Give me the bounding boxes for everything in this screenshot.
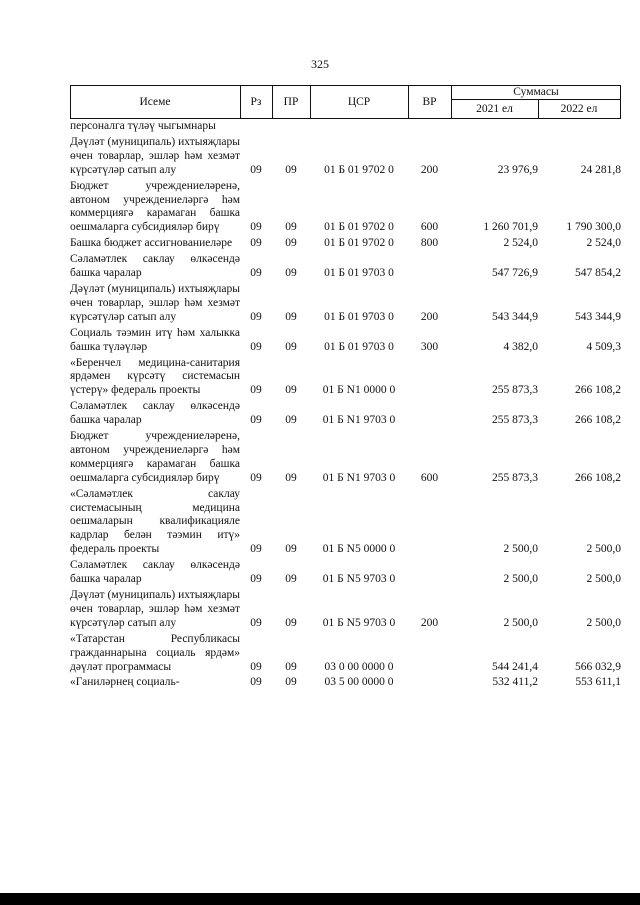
table-row: [70, 235, 621, 251]
row-name: Бюджет учреждениеләренә, автоном учреждениеләргә һәм коммерциягә карамаган башка оешмаларга субсидияләр бирү: [70, 179, 240, 234]
row-amount-2021: 23 976,9: [497, 163, 538, 176]
row-amount-2021: 255 873,3: [492, 384, 538, 397]
row-csr: 01 Б N5 9703 0: [322, 616, 396, 629]
row-vr: 200: [420, 310, 439, 323]
row-csr: 01 Б 01 9702 0: [324, 221, 394, 234]
row-csr: 01 Б N1 0000 0: [322, 384, 396, 397]
table-row: [70, 120, 621, 134]
header-csr: ЦСР: [347, 96, 371, 108]
row-name: Сәламәтлек саклау өлкәсендә башка чаралар: [70, 559, 240, 586]
row-amount-2021: 255 873,3: [492, 471, 538, 484]
row-vr: [408, 557, 451, 587]
row-vr: [408, 398, 451, 428]
row-amount-2021: 1 260 701,9: [483, 221, 538, 234]
header-year-2021: 2021 ел: [476, 103, 513, 115]
row-rz: 09: [250, 310, 262, 323]
row-rz: 09: [250, 163, 262, 176]
row-csr: 01 Б N5 9703 0: [322, 573, 396, 586]
row-amount-2021: 2 500,0: [503, 573, 538, 586]
table-row: [70, 355, 621, 399]
row-name: «Ганиләрнең социаль-: [70, 676, 180, 689]
row-amount-2022: 547 854,2: [575, 267, 621, 280]
row-amount-2022: 266 108,2: [575, 384, 621, 397]
row-pr: 09: [285, 676, 297, 689]
row-pr: 09: [285, 543, 297, 556]
row-rz: 09: [250, 573, 262, 586]
row-name: Дәүләт (муниципаль) ихтыяҗлары өчен товарлар, эшләр һәм хезмәт күрсәтүләр сатып алу: [70, 135, 240, 176]
table-row: [70, 281, 621, 325]
row-name: Башка бюджет ассигнованиеләре: [70, 237, 233, 250]
row-name: персоналга түләү чыгымнары: [70, 120, 216, 132]
scan-bottom-edge: [0, 893, 640, 905]
row-amount-2022: 266 108,2: [575, 414, 621, 427]
row-pr: 09: [285, 163, 297, 176]
row-vr: 200: [420, 163, 439, 176]
row-pr: [272, 120, 310, 134]
row-csr: 01 Б N5 0000 0: [322, 543, 396, 556]
budget-table: [70, 120, 621, 690]
row-rz: 09: [250, 384, 262, 397]
page-number: 325: [311, 57, 329, 71]
header-pr: ПР: [283, 96, 299, 108]
row-vr: [408, 120, 451, 134]
row-rz: 09: [250, 267, 262, 280]
header-vr: ВР: [422, 96, 437, 108]
row-pr: 09: [285, 471, 297, 484]
row-vr: 600: [420, 471, 439, 484]
row-csr: [310, 120, 408, 134]
row-rz: 09: [250, 543, 262, 556]
row-vr: [408, 674, 451, 690]
row-pr: 09: [285, 616, 297, 629]
row-amount-2021: 255 873,3: [492, 414, 538, 427]
row-name: Дәүләт (муниципаль) ихтыяҗлары өчен товарлар, эшләр һәм хезмәт күрсәтүләр сатып алу: [70, 589, 240, 629]
table-header: [70, 85, 621, 119]
row-amount-2022: 2 500,0: [586, 573, 621, 586]
row-name: «Татарстан Республикасы гражданнарына социаль ярдәм» дәүләт программасы: [70, 632, 240, 673]
row-pr: 09: [285, 660, 297, 673]
row-rz: 09: [250, 221, 262, 234]
row-vr: 600: [420, 221, 439, 234]
header-name: Исеме: [139, 96, 171, 108]
row-vr: [408, 486, 451, 558]
header-sums: Суммасы: [513, 86, 559, 98]
header-rz: Рз: [250, 96, 262, 108]
row-amount-2021: 547 726,9: [492, 267, 538, 280]
row-amount-2022: 2 524,0: [586, 237, 621, 250]
table-row: [70, 134, 621, 178]
row-rz: [240, 120, 272, 134]
row-csr: 01 Б N1 9703 0: [322, 414, 396, 427]
table-row: [70, 674, 621, 690]
row-name: Бюджет учреждениеләренә, автоном учреждениеләргә һәм коммерциягә карамаган башка оешмаларга субсидияләр бирү: [70, 430, 240, 484]
row-vr: 800: [420, 237, 439, 250]
row-amount-2021: 2 500,0: [503, 616, 538, 629]
row-csr: 01 Б 01 9702 0: [324, 163, 394, 176]
row-amount-2022: 266 108,2: [575, 471, 621, 484]
row-amount-2022: 2 500,0: [586, 543, 621, 556]
row-rz: 09: [250, 237, 262, 250]
row-name: Сәламәтлек саклау өлкәсендә башка чаралар: [70, 400, 240, 427]
row-pr: 09: [285, 340, 297, 353]
table-row: [70, 428, 621, 486]
row-amount-2022: 553 611,1: [575, 676, 621, 689]
row-name: Дәүләт (муниципаль) ихтыяҗлары өчен товарлар, эшләр һәм хезмәт күрсәтүләр сатып алу: [70, 282, 240, 323]
table-row: [70, 325, 621, 355]
row-amount-2022: 566 032,9: [575, 660, 621, 673]
row-rz: 09: [250, 471, 262, 484]
table-row: [70, 557, 621, 587]
row-pr: 09: [285, 384, 297, 397]
row-amount-2021: 544 241,4: [492, 660, 538, 673]
header-year-2022: 2022 ел: [560, 103, 598, 115]
row-rz: 09: [250, 616, 262, 629]
row-pr: 09: [285, 310, 297, 323]
table-row: [70, 631, 621, 675]
row-vr: [408, 355, 451, 399]
row-name: Сәламәтлек саклау өлкәсендә башка чаралар: [70, 253, 240, 280]
row-vr: 200: [420, 616, 439, 629]
row-vr: [408, 251, 451, 281]
table-row: [70, 398, 621, 428]
row-vr: 300: [420, 340, 439, 353]
row-amount-2021: 2 500,0: [503, 543, 538, 556]
table-row: [70, 251, 621, 281]
row-csr: 03 5 00 0000 0: [324, 676, 394, 689]
row-amount-2021: [451, 120, 538, 134]
row-amount-2021: 4 382,0: [503, 340, 538, 353]
row-amount-2021: 532 411,2: [492, 676, 538, 689]
row-amount-2022: 4 509,3: [586, 340, 621, 353]
row-csr: 01 Б 01 9703 0: [324, 340, 394, 353]
row-csr: 01 Б 01 9703 0: [324, 267, 394, 280]
row-rz: 09: [250, 660, 262, 673]
row-vr: [408, 631, 451, 675]
row-csr: 03 0 00 0000 0: [324, 660, 394, 673]
table-row: [70, 587, 621, 631]
row-amount-2022: 543 344,9: [575, 310, 621, 323]
table-row: [70, 178, 621, 236]
row-pr: 09: [285, 221, 297, 234]
row-amount-2022: 24 281,8: [580, 163, 621, 176]
row-amount-2021: 543 344,9: [492, 310, 538, 323]
row-csr: 01 Б 01 9702 0: [324, 237, 394, 250]
table-row: [70, 486, 621, 558]
row-rz: 09: [250, 340, 262, 353]
row-rz: 09: [250, 414, 262, 427]
row-amount-2022: [538, 120, 621, 134]
row-amount-2021: 2 524,0: [503, 237, 538, 250]
row-rz: 09: [250, 676, 262, 689]
row-pr: 09: [285, 237, 297, 250]
row-pr: 09: [285, 414, 297, 427]
row-pr: 09: [285, 573, 297, 586]
row-csr: 01 Б 01 9703 0: [324, 310, 394, 323]
row-name: Социаль тәэмин итү һәм халыкка башка түләүләр: [70, 326, 240, 353]
row-csr: 01 Б N1 9703 0: [322, 471, 396, 484]
row-name: «Беренчел медицина-санитария ярдәмен күрсәтү системасын үстерү» федераль проекты: [70, 356, 240, 397]
row-name: «Сәламәтлек саклау системасының медицина оешмаларын квалификацияле кадрлар белән тәэмин итү» федераль проекты: [70, 487, 240, 556]
row-pr: 09: [285, 267, 297, 280]
row-amount-2022: 1 790 300,0: [566, 221, 621, 234]
row-amount-2022: 2 500,0: [586, 616, 621, 629]
